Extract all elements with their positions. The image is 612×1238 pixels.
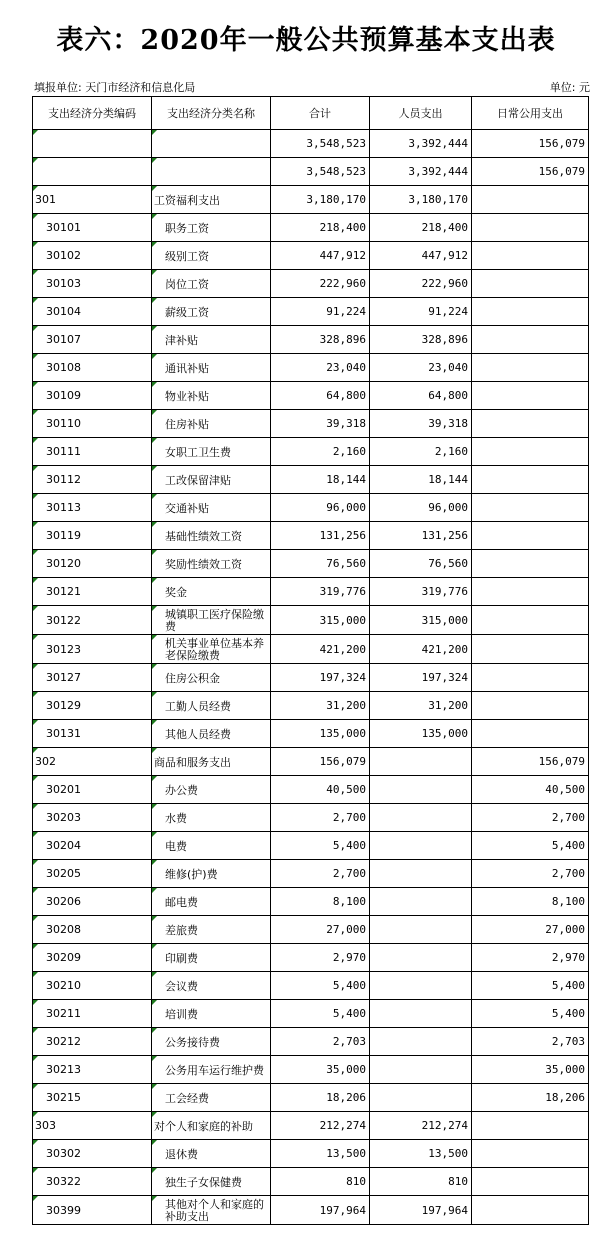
row-personnel: 135,000	[370, 720, 472, 748]
table-row	[33, 860, 589, 888]
row-personnel: 810	[370, 1168, 472, 1196]
row-name: 机关事业单位基本养老保险缴费	[152, 635, 271, 664]
table-row	[33, 214, 589, 242]
row-name: 电费	[152, 832, 271, 860]
row-public	[472, 578, 589, 606]
table-row	[33, 804, 589, 832]
table-row	[33, 410, 589, 438]
row-name: 对个人和家庭的补助	[152, 1112, 271, 1140]
table-row	[33, 664, 589, 692]
row-code: 30119	[33, 522, 152, 550]
row-personnel	[370, 804, 472, 832]
table-row	[33, 1000, 589, 1028]
header-personnel: 人员支出	[370, 97, 472, 130]
row-total: 3,180,170	[271, 186, 370, 214]
row-personnel: 197,324	[370, 664, 472, 692]
row-personnel	[370, 1056, 472, 1084]
row-code: 30121	[33, 578, 152, 606]
row-name: 住房公积金	[152, 664, 271, 692]
page-title: 表六：2020年一般公共预算基本支出表	[56, 25, 556, 56]
row-total: 91,224	[271, 298, 370, 326]
row-personnel: 39,318	[370, 410, 472, 438]
row-code: 30203	[33, 804, 152, 832]
row-personnel	[370, 1084, 472, 1112]
row-name: 公务用车运行维护费	[152, 1056, 271, 1084]
table-row	[33, 494, 589, 522]
row-total: 319,776	[271, 578, 370, 606]
row-personnel: 197,964	[370, 1196, 472, 1225]
row-personnel: 328,896	[370, 326, 472, 354]
row-total: 5,400	[271, 1000, 370, 1028]
row-personnel: 212,274	[370, 1112, 472, 1140]
table-row	[33, 270, 589, 298]
row-public	[472, 635, 589, 664]
table-row	[33, 606, 589, 635]
row-name: 办公费	[152, 776, 271, 804]
row-personnel: 76,560	[370, 550, 472, 578]
row-code: 30111	[33, 438, 152, 466]
row-total: 2,970	[271, 944, 370, 972]
row-personnel	[370, 860, 472, 888]
row-total: 197,324	[271, 664, 370, 692]
table-row	[33, 578, 589, 606]
table-row	[33, 635, 589, 664]
row-total: 135,000	[271, 720, 370, 748]
row-personnel	[370, 916, 472, 944]
table-row	[33, 1028, 589, 1056]
row-total: 447,912	[271, 242, 370, 270]
row-public	[472, 1196, 589, 1225]
row-public	[472, 664, 589, 692]
row-public: 8,100	[472, 888, 589, 916]
row-public: 2,700	[472, 804, 589, 832]
row-code: 30302	[33, 1140, 152, 1168]
row-name: 级别工资	[152, 242, 271, 270]
row-public: 2,703	[472, 1028, 589, 1056]
row-total: 96,000	[271, 494, 370, 522]
row-name: 基础性绩效工资	[152, 522, 271, 550]
row-public	[472, 354, 589, 382]
row-code: 30103	[33, 270, 152, 298]
row-personnel: 91,224	[370, 298, 472, 326]
row-total: 27,000	[271, 916, 370, 944]
row-personnel: 3,392,444	[370, 158, 472, 186]
row-name: 工改保留津贴	[152, 466, 271, 494]
table-row	[33, 1084, 589, 1112]
table-row	[33, 916, 589, 944]
table-row	[33, 242, 589, 270]
row-public: 5,400	[472, 1000, 589, 1028]
row-total: 218,400	[271, 214, 370, 242]
header-code: 支出经济分类编码	[33, 97, 152, 130]
row-code: 30101	[33, 214, 152, 242]
row-name	[152, 158, 271, 186]
row-name: 工资福利支出	[152, 186, 271, 214]
row-total: 23,040	[271, 354, 370, 382]
header-name: 支出经济分类名称	[152, 97, 271, 130]
row-personnel: 96,000	[370, 494, 472, 522]
row-name: 岗位工资	[152, 270, 271, 298]
row-code: 30131	[33, 720, 152, 748]
row-public: 5,400	[472, 832, 589, 860]
row-code: 30201	[33, 776, 152, 804]
row-code: 30322	[33, 1168, 152, 1196]
row-code: 30204	[33, 832, 152, 860]
row-code	[33, 158, 152, 186]
row-code: 30399	[33, 1196, 152, 1225]
row-total: 212,274	[271, 1112, 370, 1140]
table-row	[33, 1112, 589, 1140]
row-personnel: 64,800	[370, 382, 472, 410]
row-public	[472, 1112, 589, 1140]
row-public	[472, 494, 589, 522]
row-code: 301	[33, 186, 152, 214]
row-total: 197,964	[271, 1196, 370, 1225]
row-code: 30110	[33, 410, 152, 438]
row-name: 交通补贴	[152, 494, 271, 522]
row-name: 女职工卫生费	[152, 438, 271, 466]
row-public	[472, 298, 589, 326]
row-public	[472, 1140, 589, 1168]
row-total: 40,500	[271, 776, 370, 804]
row-public: 156,079	[472, 130, 589, 158]
row-personnel: 319,776	[370, 578, 472, 606]
row-name: 商品和服务支出	[152, 748, 271, 776]
row-personnel: 218,400	[370, 214, 472, 242]
row-public	[472, 186, 589, 214]
row-personnel: 222,960	[370, 270, 472, 298]
row-total: 18,206	[271, 1084, 370, 1112]
row-code: 30123	[33, 635, 152, 664]
row-total: 35,000	[271, 1056, 370, 1084]
row-total: 2,703	[271, 1028, 370, 1056]
row-personnel: 447,912	[370, 242, 472, 270]
row-code: 30102	[33, 242, 152, 270]
table-row	[33, 326, 589, 354]
row-name: 退休费	[152, 1140, 271, 1168]
row-code: 30107	[33, 326, 152, 354]
table-row	[33, 944, 589, 972]
row-name: 差旅费	[152, 916, 271, 944]
row-total: 76,560	[271, 550, 370, 578]
row-total: 3,548,523	[271, 130, 370, 158]
row-code: 30209	[33, 944, 152, 972]
row-personnel: 23,040	[370, 354, 472, 382]
row-total: 131,256	[271, 522, 370, 550]
row-public	[472, 692, 589, 720]
row-total: 315,000	[271, 606, 370, 635]
table-row	[33, 1196, 589, 1225]
row-public: 156,079	[472, 748, 589, 776]
table-row	[33, 550, 589, 578]
row-personnel	[370, 832, 472, 860]
row-name: 维修(护)费	[152, 860, 271, 888]
row-total: 2,700	[271, 860, 370, 888]
row-code: 30129	[33, 692, 152, 720]
row-name: 职务工资	[152, 214, 271, 242]
row-code: 30112	[33, 466, 152, 494]
row-code: 30205	[33, 860, 152, 888]
row-code	[33, 130, 152, 158]
row-code: 30206	[33, 888, 152, 916]
row-public	[472, 382, 589, 410]
table-row	[33, 522, 589, 550]
row-personnel	[370, 776, 472, 804]
row-public	[472, 522, 589, 550]
table-row	[33, 748, 589, 776]
row-public: 18,206	[472, 1084, 589, 1112]
reporting-unit: 填报单位: 天门市经济和信息化局	[34, 81, 196, 94]
row-personnel: 421,200	[370, 635, 472, 664]
row-personnel	[370, 748, 472, 776]
row-public	[472, 438, 589, 466]
table-row	[33, 832, 589, 860]
row-public	[472, 1168, 589, 1196]
row-total: 421,200	[271, 635, 370, 664]
row-name: 独生子女保健费	[152, 1168, 271, 1196]
row-name: 水费	[152, 804, 271, 832]
row-public	[472, 606, 589, 635]
row-name: 印刷费	[152, 944, 271, 972]
row-code: 30212	[33, 1028, 152, 1056]
row-personnel	[370, 944, 472, 972]
row-public	[472, 466, 589, 494]
row-public	[472, 326, 589, 354]
row-personnel	[370, 1028, 472, 1056]
table-row	[33, 298, 589, 326]
table-row	[33, 1168, 589, 1196]
row-code: 303	[33, 1112, 152, 1140]
row-code: 30210	[33, 972, 152, 1000]
table-row	[33, 186, 589, 214]
row-public: 40,500	[472, 776, 589, 804]
row-public	[472, 214, 589, 242]
row-code: 30122	[33, 606, 152, 635]
table-row	[33, 1140, 589, 1168]
row-public: 35,000	[472, 1056, 589, 1084]
row-public	[472, 242, 589, 270]
row-code: 30127	[33, 664, 152, 692]
row-code: 30120	[33, 550, 152, 578]
currency-unit: 单位: 元	[549, 81, 590, 94]
row-name: 公务接待费	[152, 1028, 271, 1056]
table-row	[33, 888, 589, 916]
row-name	[152, 130, 271, 158]
table-row	[33, 130, 589, 158]
table-header-row	[33, 97, 589, 130]
row-name: 其他对个人和家庭的补助支出	[152, 1196, 271, 1225]
row-total: 31,200	[271, 692, 370, 720]
row-code: 30109	[33, 382, 152, 410]
row-name: 津补贴	[152, 326, 271, 354]
row-name: 奖励性绩效工资	[152, 550, 271, 578]
row-name: 物业补贴	[152, 382, 271, 410]
row-name: 培训费	[152, 1000, 271, 1028]
row-name: 通讯补贴	[152, 354, 271, 382]
row-name: 薪级工资	[152, 298, 271, 326]
row-personnel: 3,180,170	[370, 186, 472, 214]
header-total: 合计	[271, 97, 370, 130]
row-public	[472, 270, 589, 298]
row-total: 2,160	[271, 438, 370, 466]
row-total: 156,079	[271, 748, 370, 776]
table-row	[33, 720, 589, 748]
row-personnel: 131,256	[370, 522, 472, 550]
table-row	[33, 438, 589, 466]
row-code: 30211	[33, 1000, 152, 1028]
row-total: 8,100	[271, 888, 370, 916]
row-total: 39,318	[271, 410, 370, 438]
table-row	[33, 692, 589, 720]
row-personnel	[370, 888, 472, 916]
row-personnel: 18,144	[370, 466, 472, 494]
row-total: 2,700	[271, 804, 370, 832]
table-row	[33, 354, 589, 382]
row-public: 156,079	[472, 158, 589, 186]
row-public	[472, 720, 589, 748]
row-personnel	[370, 1000, 472, 1028]
row-personnel	[370, 972, 472, 1000]
row-total: 5,400	[271, 832, 370, 860]
table-body	[33, 130, 589, 1225]
row-code: 30213	[33, 1056, 152, 1084]
row-code: 30108	[33, 354, 152, 382]
row-code: 30208	[33, 916, 152, 944]
table-row	[33, 382, 589, 410]
row-personnel: 13,500	[370, 1140, 472, 1168]
budget-table	[32, 96, 589, 1225]
row-name: 会议费	[152, 972, 271, 1000]
table-row	[33, 466, 589, 494]
row-name: 住房补贴	[152, 410, 271, 438]
row-public	[472, 550, 589, 578]
row-public: 2,970	[472, 944, 589, 972]
row-total: 3,548,523	[271, 158, 370, 186]
row-code: 30215	[33, 1084, 152, 1112]
row-code: 302	[33, 748, 152, 776]
row-code: 30104	[33, 298, 152, 326]
row-name: 城镇职工医疗保险缴费	[152, 606, 271, 635]
table-row	[33, 1056, 589, 1084]
table-row	[33, 158, 589, 186]
row-personnel: 3,392,444	[370, 130, 472, 158]
row-total: 222,960	[271, 270, 370, 298]
row-name: 邮电费	[152, 888, 271, 916]
header-public: 日常公用支出	[472, 97, 589, 130]
row-name: 工勤人员经费	[152, 692, 271, 720]
row-name: 工会经费	[152, 1084, 271, 1112]
row-public	[472, 410, 589, 438]
row-public: 2,700	[472, 860, 589, 888]
row-total: 13,500	[271, 1140, 370, 1168]
row-total: 810	[271, 1168, 370, 1196]
row-personnel: 31,200	[370, 692, 472, 720]
row-public: 27,000	[472, 916, 589, 944]
table-row	[33, 776, 589, 804]
row-name: 奖金	[152, 578, 271, 606]
table-row	[33, 972, 589, 1000]
row-name: 其他人员经费	[152, 720, 271, 748]
row-code: 30113	[33, 494, 152, 522]
row-total: 328,896	[271, 326, 370, 354]
row-total: 18,144	[271, 466, 370, 494]
row-total: 64,800	[271, 382, 370, 410]
row-total: 5,400	[271, 972, 370, 1000]
row-public: 5,400	[472, 972, 589, 1000]
row-personnel: 2,160	[370, 438, 472, 466]
row-personnel: 315,000	[370, 606, 472, 635]
